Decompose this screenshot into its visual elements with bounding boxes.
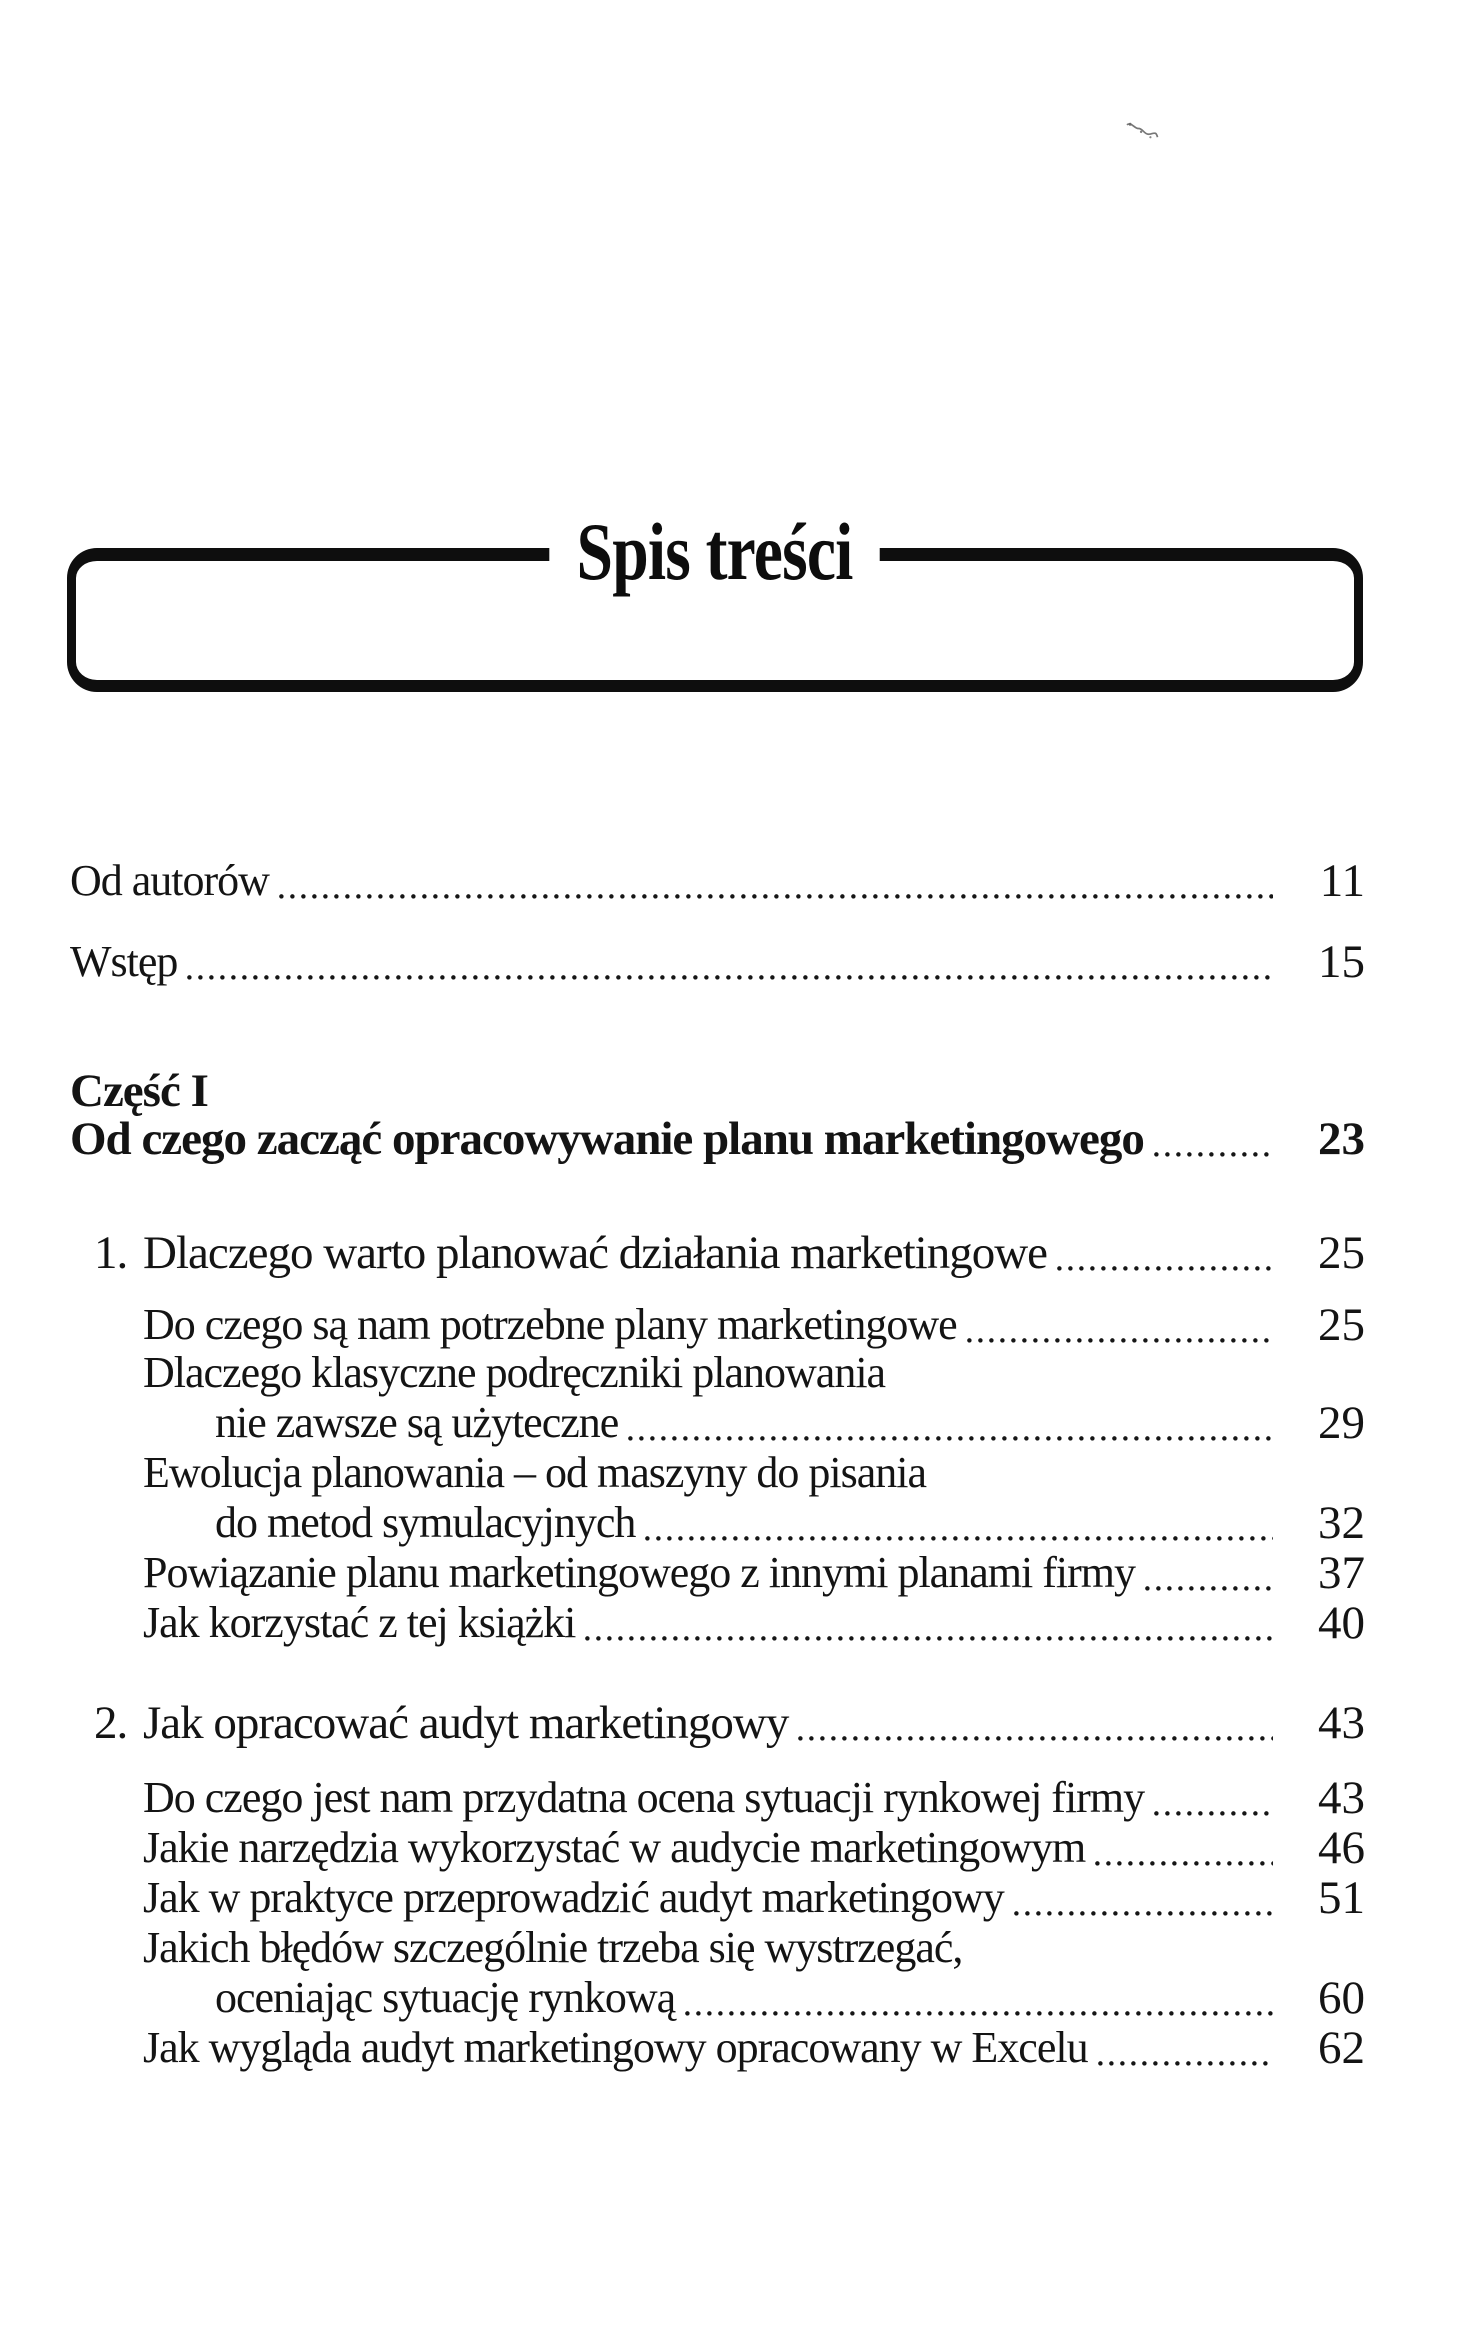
toc-title [76,506,1354,598]
chapter-number: 1. [94,1227,128,1279]
dot-leader [585,1636,1273,1641]
toc-title-box [67,506,1363,692]
toc-entry-label: Część I [70,1065,208,1117]
dot-leader [1154,1811,1273,1816]
dot-leader [685,2011,1273,2016]
toc-entry [70,1698,1365,1748]
toc-entry-label: Jak w praktyce przeprowadzić audyt marketingowy [143,1873,1004,1922]
toc-entry-label: Jak korzystać z tej książki [143,1598,576,1647]
toc-title-text: Spis treści [550,506,880,598]
toc-entry-label: Dlaczego warto planować działania marketingowe [143,1227,1048,1279]
toc-entry-page: 40 [1318,1597,1365,1649]
toc-entry [70,1548,1365,1598]
toc-entry-page: 32 [1318,1497,1365,1549]
toc-part-heading [70,1114,1365,1164]
toc-entry-label: nie zawsze są użyteczne [215,1398,619,1447]
toc-entry [70,1228,1365,1278]
toc-entry-page: 43 [1318,1772,1365,1824]
toc-entry-page: 23 [1318,1113,1365,1165]
dot-leader [645,1536,1273,1541]
toc-entry-label: oceniając sytuację rynkową [215,1973,676,2022]
toc-entry [70,1873,1365,1923]
toc-entry-page: 11 [1319,855,1365,907]
toc-entry-page: 25 [1318,1227,1365,1279]
toc-entry-page: 37 [1318,1547,1365,1599]
toc-entry-label: do metod symulacyjnych [215,1498,636,1547]
dot-leader [967,1338,1273,1343]
toc-entry [70,1923,1365,1973]
toc-entry-label: Od czego zacząć opracowywanie planu marketingowego [70,1113,1144,1165]
toc-entry-page: 60 [1318,1972,1365,2024]
dot-leader [1154,1152,1273,1157]
toc-entry [70,937,1365,987]
toc-entry [70,856,1365,906]
dot-leader [1057,1266,1273,1271]
smudge-glyph [1123,118,1161,143]
toc-entry [70,1300,1365,1350]
toc-entry [70,2023,1365,2073]
toc-entry-label: Dlaczego klasyczne podręczniki planowania [143,1348,886,1397]
toc-entry-label: Jakich błędów szczególnie trzeba się wystrzegać, [143,1923,963,1972]
toc-entry-label: Jak opracować audyt marketingowy [143,1697,789,1749]
toc-entry-label: Do czego są nam potrzebne plany marketingowe [143,1300,957,1349]
dot-leader [187,975,1273,980]
ink-smudge-mark [1122,118,1161,148]
toc-entry-page: 62 [1318,2022,1365,2074]
toc-entry-page: 43 [1318,1697,1365,1749]
toc-entry-continuation [70,1498,1365,1548]
dot-leader [628,1436,1273,1441]
toc-entry [70,1448,1365,1498]
toc-entry [70,1773,1365,1823]
toc-entry [70,1598,1365,1648]
toc-entry-label: Jak wygląda audyt marketingowy opracowany w Excelu [143,2023,1088,2072]
toc-entry-page: 15 [1318,936,1365,988]
toc-entry-label: Wstęp [70,937,178,986]
toc-entry-label: Ewolucja planowania – od maszyny do pisania [143,1448,927,1497]
dot-leader [279,894,1273,899]
toc-entry [70,1348,1365,1398]
toc-entry-label: Od autorów [70,856,269,905]
toc-entry-page: 25 [1318,1299,1365,1351]
toc-entry-page: 29 [1318,1397,1365,1449]
toc-entry-continuation [70,1398,1365,1448]
toc-entry-continuation [70,1973,1365,2023]
dot-leader [1098,2061,1273,2066]
toc-entry-label: Do czego jest nam przydatna ocena sytuacji rynkowej firmy [143,1773,1145,1822]
dot-leader [1014,1911,1273,1916]
toc-entry-label: Jakie narzędzia wykorzystać w audycie marketingowym [143,1823,1086,1872]
toc-entry-page: 46 [1318,1822,1365,1874]
toc-entry-label: Powiązanie planu marketingowego z innymi planami firmy [143,1548,1135,1597]
toc-list [70,856,1365,2073]
toc-entry-page: 51 [1318,1872,1365,1924]
dot-leader [1145,1586,1273,1591]
chapter-number: 2. [94,1697,128,1749]
toc-entry [70,1823,1365,1873]
dot-leader [798,1736,1273,1741]
dot-leader [1095,1861,1273,1866]
toc-part-heading [70,1066,1365,1116]
